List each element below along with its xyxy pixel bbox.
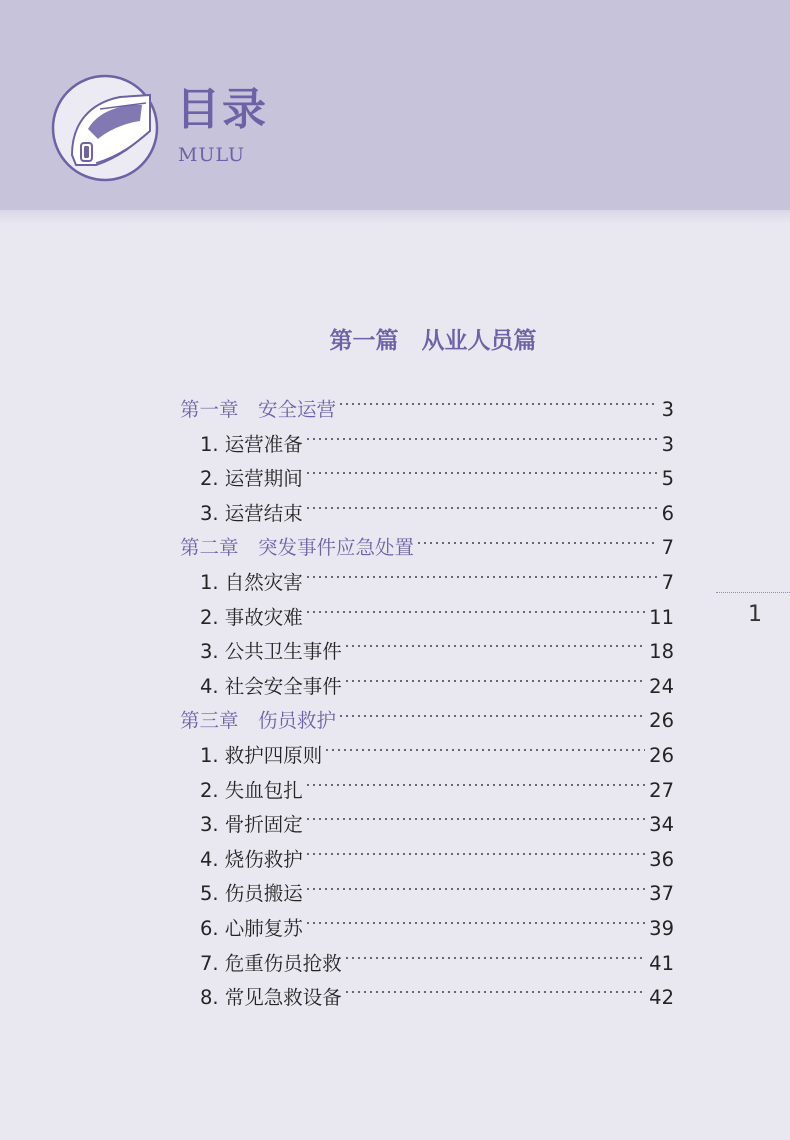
toc-entry-label: 7. 危重伤员抢救 (200, 951, 342, 975)
toc-section-entry[interactable] (180, 601, 674, 636)
toc-dot-leader (305, 818, 645, 820)
toc-dot-leader (305, 784, 645, 786)
toc-dot-leader (338, 403, 658, 405)
toc-dot-leader (305, 922, 645, 924)
toc-chapter-entry[interactable] (180, 393, 674, 428)
toc-section-entry[interactable] (180, 739, 674, 774)
toc-dot-leader (305, 472, 658, 474)
toc-entry-label: 4. 烧伤救护 (200, 847, 303, 871)
toc-entry-page: 42 (649, 986, 674, 1010)
toc-entry-page: 41 (649, 951, 674, 975)
toc-dot-leader (305, 611, 645, 613)
toc-section-entry[interactable] (180, 981, 674, 1016)
toc-entry-page: 27 (649, 778, 674, 802)
toc-entry-label: 第三章 伤员救护 (180, 709, 337, 733)
toc-entry-label: 第一章 安全运营 (180, 398, 337, 421)
toc-dot-leader (305, 438, 658, 440)
toc-entry-page: 24 (649, 674, 674, 698)
train-icon (50, 73, 160, 183)
toc-entry-label: 3. 骨折固定 (200, 813, 303, 837)
toc-dot-leader (338, 715, 645, 717)
toc-entry-page: 5 (661, 467, 674, 491)
toc-section-entry[interactable] (180, 428, 674, 463)
toc-entry-page: 3 (661, 432, 674, 456)
toc-dot-leader (305, 853, 645, 855)
toc-entry-label: 第二章 突发事件应急处置 (180, 536, 415, 560)
toc-entry-page: 3 (661, 398, 674, 421)
toc-entry-label: 2. 运营期间 (200, 467, 303, 491)
page-title: 目录 (176, 84, 268, 135)
toc-chapter-entry[interactable] (180, 531, 674, 566)
toc-entry-page: 6 (661, 501, 674, 525)
part-title: 第一篇 从业人员篇 (329, 328, 537, 354)
toc-entry-label: 3. 公共卫生事件 (200, 640, 342, 664)
toc-dot-leader (324, 749, 645, 751)
toc-dot-leader (344, 680, 645, 682)
toc-dot-leader (344, 957, 645, 959)
toc-dot-leader (305, 576, 658, 578)
toc-entry-page: 7 (661, 570, 674, 594)
toc-entry-page: 36 (649, 847, 674, 871)
toc-section-entry[interactable] (180, 462, 674, 497)
toc-entry-label: 1. 自然灾害 (200, 570, 303, 594)
toc-entry-label: 2. 事故灾难 (200, 605, 303, 629)
toc-dot-leader (305, 507, 658, 509)
toc-entry-label: 8. 常见急救设备 (200, 986, 342, 1010)
toc-section-entry[interactable] (180, 566, 674, 601)
toc-chapter-entry[interactable] (180, 704, 674, 739)
toc-section-entry[interactable] (180, 774, 674, 809)
header-band-shadow (0, 210, 790, 224)
toc-entry-label: 5. 伤员搬运 (200, 882, 303, 906)
toc-section-entry[interactable] (180, 843, 674, 878)
toc-section-entry[interactable] (180, 912, 674, 947)
toc-dot-leader (344, 991, 645, 993)
toc-entry-label: 1. 运营准备 (200, 432, 303, 456)
toc-entry-page: 7 (661, 536, 674, 560)
page-number: 1 (748, 602, 762, 627)
toc-dot-leader (344, 645, 645, 647)
toc-entry-label: 2. 失血包扎 (200, 778, 303, 802)
table-of-contents (180, 393, 674, 1016)
toc-section-entry[interactable] (180, 808, 674, 843)
toc-dot-leader (416, 542, 658, 544)
toc-entry-page: 37 (649, 882, 674, 906)
toc-section-entry[interactable] (180, 877, 674, 912)
toc-section-entry[interactable] (180, 947, 674, 982)
toc-entry-label: 6. 心肺复苏 (200, 916, 303, 940)
toc-dot-leader (305, 888, 645, 890)
toc-entry-page: 34 (649, 813, 674, 837)
toc-entry-page: 11 (649, 605, 674, 629)
toc-entry-page: 26 (649, 743, 674, 767)
toc-entry-label: 1. 救护四原则 (200, 743, 323, 767)
toc-entry-label: 3. 运营结束 (200, 501, 303, 525)
toc-section-entry[interactable] (180, 497, 674, 532)
page-subtitle: MULU (178, 144, 246, 166)
toc-entry-page: 26 (649, 709, 674, 733)
toc-section-entry[interactable] (180, 670, 674, 705)
toc-entry-page: 18 (649, 640, 674, 664)
toc-entry-label: 4. 社会安全事件 (200, 674, 342, 698)
folio-rule (716, 592, 790, 593)
toc-section-entry[interactable] (180, 635, 674, 670)
toc-entry-page: 39 (649, 916, 674, 940)
